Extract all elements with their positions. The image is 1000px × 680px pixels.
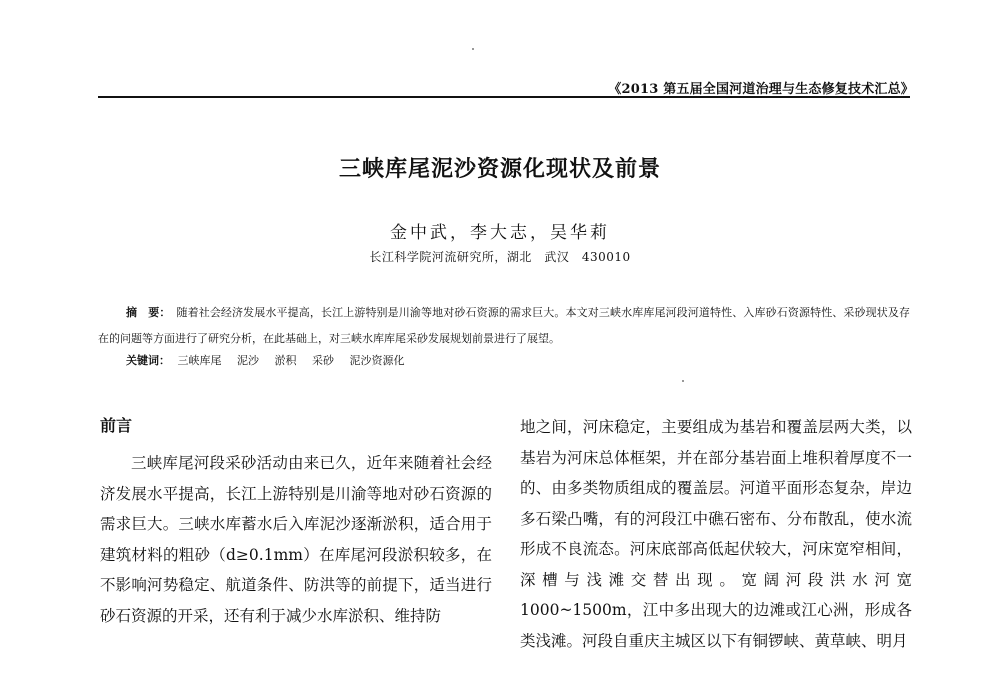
abstract-text: 随着社会经济发展水平提高，长江上游特别是川渝等地对砂石资源的需求巨大。本文对三峡水库库尾河段河道特性、入库砂石资源特性、采砂现状及存在的问题等方面进行了研究分析，在此基础上，对三峡水库库尾采砂发展规划前景进行了展望。	[98, 306, 910, 345]
keyword-item: 采砂	[312, 354, 334, 367]
running-header: 《2013 第五届全国河道治理与生态修复技术汇总》	[608, 82, 914, 97]
keyword-item: 三峡库尾	[177, 354, 222, 367]
abstract-label: 摘 要：	[126, 306, 171, 319]
scan-speck	[682, 380, 684, 382]
body-column-right: 地之间，河床稳定，主要组成为基岩和覆盖层两大类，以基岩为河床总体框架，并在部分基岩面上堆积着厚度不一的、由多类物质组成的覆盖层。河道平面形态复杂，岸边多石梁凸嘴，有的河段江中礁石密布、分布散乱，使水流形成不良流态。河床底部高低起伏较大，河床宽窄相间，深槽与浅滩交替出现。宽阔河段洪水河宽 1000~1500m，江中多出现大的边滩或江心洲，形成各类浅滩。河段自重庆主城区以下有铜锣峡、黄草峡、明月	[520, 418, 912, 650]
body-column-left: 三峡库尾河段采砂活动由来已久，近年来随着社会经济发展水平提高，长江上游特别是川渝等地对砂石资源的需求巨大。三峡水库蓄水后入库泥沙逐渐淤积，适合用于建筑材料的粗砂（d≥0.1mm）在库尾河段淤积较多，在不影响河势稳定、航道条件、防洪等的前提下，适当进行砂石资源的开采，还有利于减少水库淤积、维持防	[100, 454, 492, 625]
abstract	[98, 300, 910, 352]
keywords	[126, 348, 417, 374]
keyword-item: 泥沙	[237, 354, 259, 367]
paper-authors: 金中武，李大志，吴华莉	[390, 223, 610, 243]
scan-speck	[472, 48, 474, 50]
keyword-item: 淤积	[274, 354, 297, 367]
keyword-item: 泥沙资源化	[349, 354, 405, 367]
paper-affiliation: 长江科学院河流研究所，湖北 武汉 430010	[369, 250, 631, 264]
paper-title: 三峡库尾泥沙资源化现状及前景	[338, 157, 661, 182]
section-heading: 前言	[100, 416, 133, 435]
keywords-label: 关键词：	[126, 354, 170, 367]
header-rule	[98, 96, 910, 98]
